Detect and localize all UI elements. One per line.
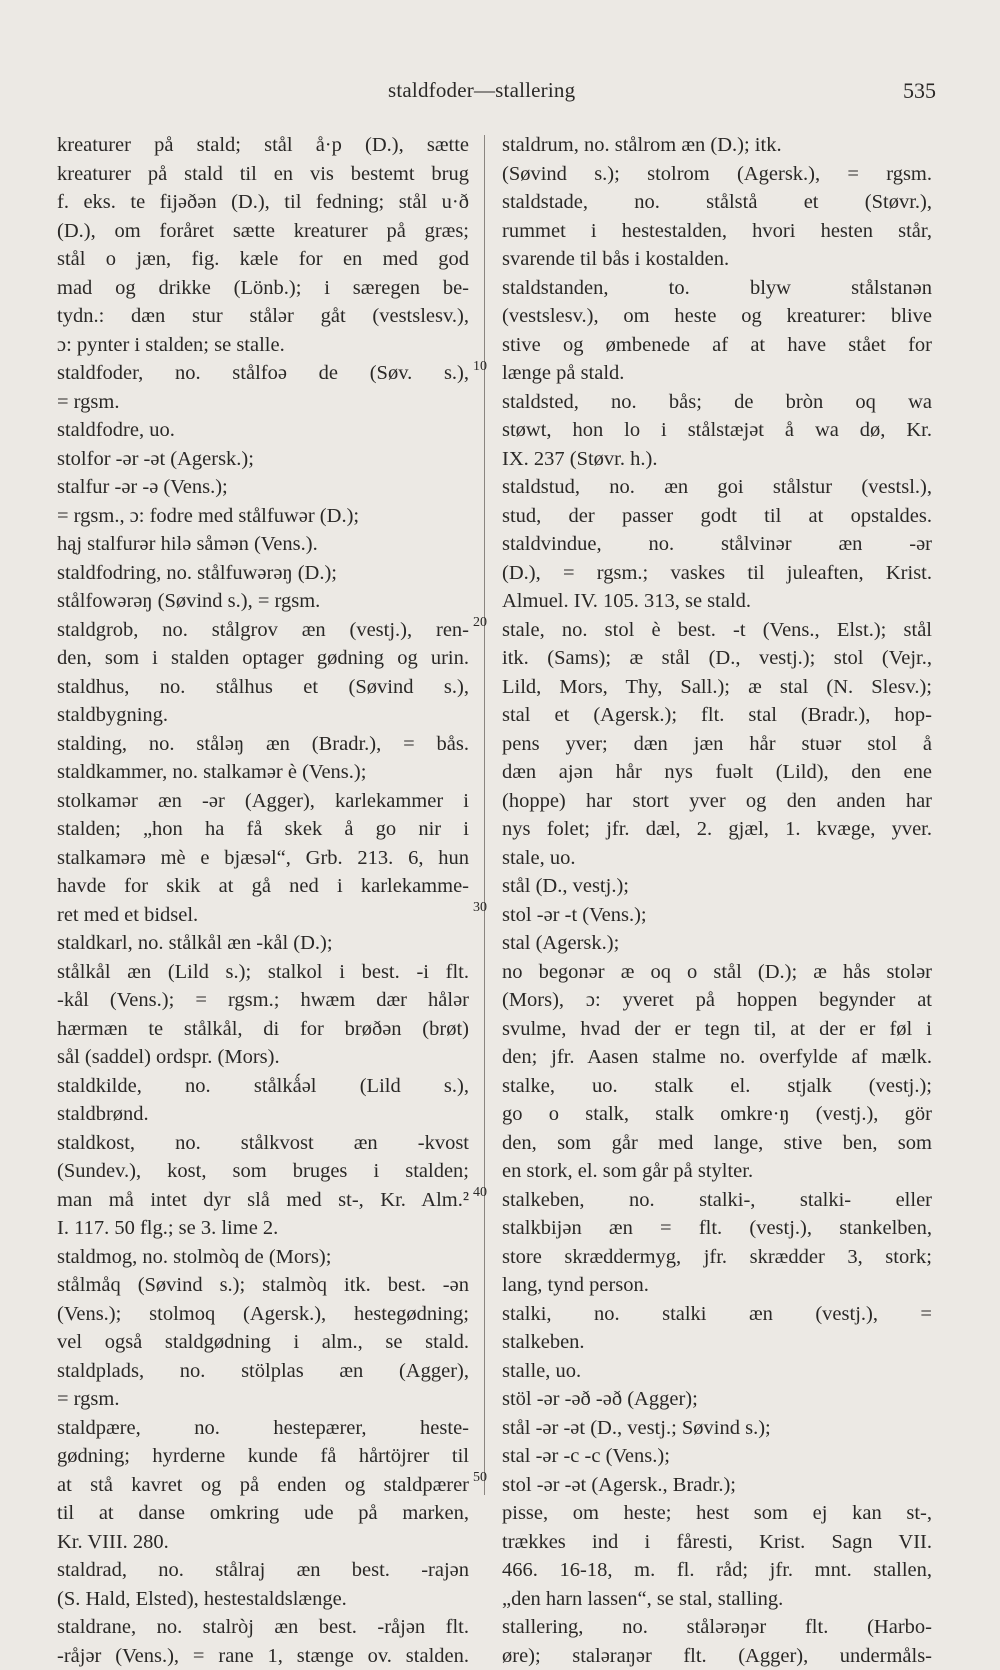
line-number-50: 50 bbox=[473, 1470, 487, 1486]
text-line: staldkarl, no. stålkål æn -kål (D.); bbox=[57, 929, 469, 958]
text-line: stalki, no. stalki æn (vestj.), = bbox=[502, 1300, 932, 1329]
text-line: ɔ: pynter i stalden; se stalle. bbox=[57, 331, 469, 360]
text-line: „den harn lassen“, se stal, stalling. bbox=[502, 1585, 932, 1614]
running-header bbox=[0, 78, 1000, 108]
text-line: = rgsm., ɔ: fodre med stålfuwər (D.); bbox=[57, 502, 469, 531]
text-line: staldmog, no. stolmòq de (Mors); bbox=[57, 1243, 469, 1272]
text-line: staldkammer, no. stalkamər è (Vens.); bbox=[57, 758, 469, 787]
text-line: stale, uo. bbox=[502, 844, 932, 873]
text-line: stol -ər -t (Vens.); bbox=[502, 901, 932, 930]
text-line: staldbygning. bbox=[57, 701, 469, 730]
text-line: 466. 16-18, m. fl. råd; jfr. mnt. stallen, bbox=[502, 1556, 932, 1585]
text-line: sål (saddel) ordspr. (Mors). bbox=[57, 1043, 469, 1072]
text-line: hąj stalfurər hilə såmən (Vens.). bbox=[57, 530, 469, 559]
text-line: -råjər (Vens.), = rane 1, stænge ov. stalden. bbox=[57, 1642, 469, 1670]
column-divider bbox=[484, 135, 485, 1495]
text-line: gødning; hyrderne kunde få hårtöjrer til bbox=[57, 1442, 469, 1471]
text-line: (vestslesv.), om heste og kreaturer: blive bbox=[502, 302, 932, 331]
text-line: længe på stald. bbox=[502, 359, 932, 388]
text-line: staldrad, no. stålraj æn best. -rajən bbox=[57, 1556, 469, 1585]
text-line: dæn ajən hår nys fuəlt (Lild), den ene bbox=[502, 758, 932, 787]
text-line: stallering, no. stålərəŋər flt. (Harbo- bbox=[502, 1613, 932, 1642]
text-line: svulme, hvad der er tegn til, at der er føl i bbox=[502, 1015, 932, 1044]
text-line: stalding, no. stålǝŋ æn (Bradr.), = bås. bbox=[57, 730, 469, 759]
text-line: (hoppe) har stort yver og den anden har bbox=[502, 787, 932, 816]
text-line: stalke, uo. stalk el. stjalk (vestj.); bbox=[502, 1072, 932, 1101]
text-line: den, som går med lange, stive ben, som bbox=[502, 1129, 932, 1158]
text-line: stolfor -ər -ət (Agersk.); bbox=[57, 445, 469, 474]
text-line: (S. Hald, Elsted), hestestaldslænge. bbox=[57, 1585, 469, 1614]
line-number-10: 10 bbox=[473, 359, 487, 375]
text-line: til at danse omkring ude på marken, bbox=[57, 1499, 469, 1528]
page-number: 535 bbox=[903, 78, 936, 104]
text-line: stalfur -ər -ə (Vens.); bbox=[57, 473, 469, 502]
text-line: den, som i stalden optager gødning og urin. bbox=[57, 644, 469, 673]
text-line: ret med et bidsel. bbox=[57, 901, 469, 930]
text-line: trækkes ind i fåresti, Krist. Sagn VII. bbox=[502, 1528, 932, 1557]
text-line: stalkeben, no. stalki-, stalki- eller bbox=[502, 1186, 932, 1215]
text-line: staldfodring, no. stålfuwərəŋ (D.); bbox=[57, 559, 469, 588]
text-line: kreaturer på stald til en vis bestemt brug bbox=[57, 160, 469, 189]
text-line: staldgrob, no. stålgrov æn (vestj.), ren- bbox=[57, 616, 469, 645]
text-line: staldfoder, no. stålfoə de (Søv. s.), bbox=[57, 359, 469, 388]
text-line: staldpære, no. hestepærer, heste- bbox=[57, 1414, 469, 1443]
text-line: staldhus, no. stålhus et (Søvind s.), bbox=[57, 673, 469, 702]
text-line: staldvindue, no. stålvinər æn -ər bbox=[502, 530, 932, 559]
text-line: stud, der passer godt til at opstaldes. bbox=[502, 502, 932, 531]
text-line: stol -ər -ət (Agersk., Bradr.); bbox=[502, 1471, 932, 1500]
text-line: at stå kavret og på enden og staldpærer bbox=[57, 1471, 469, 1500]
line-number-40: 40 bbox=[473, 1185, 487, 1201]
text-line: nys folet; jfr. dæl, 2. gjæl, 1. kvæge, yver. bbox=[502, 815, 932, 844]
line-number-20: 20 bbox=[473, 615, 487, 631]
text-line: no begonər æ oq o stål (D.); æ hås stolər bbox=[502, 958, 932, 987]
text-line: IX. 237 (Støvr. h.). bbox=[502, 445, 932, 474]
text-line: lang, tynd person. bbox=[502, 1271, 932, 1300]
text-line: = rgsm. bbox=[57, 1385, 469, 1414]
text-line: staldstade, no. stålstå et (Støvr.), bbox=[502, 188, 932, 217]
text-line: staldbrønd. bbox=[57, 1100, 469, 1129]
text-line: øre); staləraŋər flt. (Agger), undermåls- bbox=[502, 1642, 932, 1670]
text-line: stålfowərəŋ (Søvind s.), = rgsm. bbox=[57, 587, 469, 616]
text-line: staldstud, no. æn goi stålstur (vestsl.), bbox=[502, 473, 932, 502]
text-line: stål -ər -ət (D., vestj.; Søvind s.); bbox=[502, 1414, 932, 1443]
text-line: havde for skik at gå ned i karlekamme- bbox=[57, 872, 469, 901]
text-line: (Mors), ɔ: yveret på hoppen begynder at bbox=[502, 986, 932, 1015]
text-line: (Vens.); stolmoq (Agersk.), hestegødning; bbox=[57, 1300, 469, 1329]
text-line: hærmæn te stålkål, di for brøðən (brøt) bbox=[57, 1015, 469, 1044]
text-line: stalkeben. bbox=[502, 1328, 932, 1357]
text-line: kreaturer på stald; stål å·p (D.), sætte bbox=[57, 131, 469, 160]
text-line: staldrum, no. stålrom æn (D.); itk. bbox=[502, 131, 932, 160]
text-line: man må intet dyr slå med st-, Kr. Alm.² bbox=[57, 1186, 469, 1215]
text-line: støwt, hon lo i stålstæjət å wa dø, Kr. bbox=[502, 416, 932, 445]
text-line: rummet i hestestalden, hvori hesten står, bbox=[502, 217, 932, 246]
text-line: f. eks. te fijəðən (D.), til fedning; stål u·ð bbox=[57, 188, 469, 217]
text-line: stive og ømbenede af at have stået for bbox=[502, 331, 932, 360]
text-line: pisse, om heste; hest som ej kan st-, bbox=[502, 1499, 932, 1528]
text-line: store skræddermyg, jfr. skrædder 3, stork; bbox=[502, 1243, 932, 1272]
text-line: (Sundev.), kost, som bruges i stalden; bbox=[57, 1157, 469, 1186]
text-line: staldrane, no. stalròj æn best. -råjən flt. bbox=[57, 1613, 469, 1642]
text-line: tydn.: dæn stur stålər gåt (vestslesv.), bbox=[57, 302, 469, 331]
text-line: go o stalk, stalk omkre·ŋ (vestj.), gör bbox=[502, 1100, 932, 1129]
text-line: Kr. VIII. 280. bbox=[57, 1528, 469, 1557]
text-line: stalden; „hon ha få skek å go nir i bbox=[57, 815, 469, 844]
text-line: stalle, uo. bbox=[502, 1357, 932, 1386]
text-line: (D.), = rgsm.; vaskes til juleaften, Krist. bbox=[502, 559, 932, 588]
text-line: den; jfr. Aasen stalme no. overfylde af mælk. bbox=[502, 1043, 932, 1072]
line-number-30: 30 bbox=[473, 900, 487, 916]
text-line: stalkamərə mè e bjæsəl“, Grb. 213. 6, hun bbox=[57, 844, 469, 873]
text-line: (D.), om foråret sætte kreaturer på græs; bbox=[57, 217, 469, 246]
text-line: staldstanden, to. blyw stålstanən bbox=[502, 274, 932, 303]
text-line: Almuel. IV. 105. 313, se stald. bbox=[502, 587, 932, 616]
left-column bbox=[57, 131, 469, 1670]
text-line: stålkål æn (Lild s.); stalkol i best. -i flt. bbox=[57, 958, 469, 987]
running-title: staldfoder—stallering bbox=[388, 78, 575, 103]
text-line: staldkost, no. stålkvost æn -kvost bbox=[57, 1129, 469, 1158]
text-line: staldplads, no. stölplas æn (Agger), bbox=[57, 1357, 469, 1386]
text-line: staldsted, no. bås; de bròn oq wa bbox=[502, 388, 932, 417]
text-line: stal -ər -c -c (Vens.); bbox=[502, 1442, 932, 1471]
text-line: pens yver; dæn jæn hår stuər stol å bbox=[502, 730, 932, 759]
right-column bbox=[502, 131, 932, 1670]
text-line: = rgsm. bbox=[57, 388, 469, 417]
text-line: itk. (Sams); æ stål (D., vestj.); stol (Vejr., bbox=[502, 644, 932, 673]
text-line: -kål (Vens.); = rgsm.; hwæm dær hålər bbox=[57, 986, 469, 1015]
text-line: staldkilde, no. stålkǻəl (Lild s.), bbox=[57, 1072, 469, 1101]
text-line: I. 117. 50 flg.; se 3. lime 2. bbox=[57, 1214, 469, 1243]
text-line: stål (D., vestj.); bbox=[502, 872, 932, 901]
text-line: stålmåq (Søvind s.); stalmòq itk. best. -ən bbox=[57, 1271, 469, 1300]
text-line: mad og drikke (Lönb.); i særegen be- bbox=[57, 274, 469, 303]
text-line: stal et (Agersk.); flt. stal (Bradr.), hop- bbox=[502, 701, 932, 730]
text-line: stalkbijən æn = flt. (vestj.), stankelben, bbox=[502, 1214, 932, 1243]
text-line: vel også staldgødning i alm., se stald. bbox=[57, 1328, 469, 1357]
text-line: (Søvind s.); stolrom (Agersk.), = rgsm. bbox=[502, 160, 932, 189]
text-line: stal (Agersk.); bbox=[502, 929, 932, 958]
text-line: stöl -ər -əð -əð (Agger); bbox=[502, 1385, 932, 1414]
text-line: stål o jæn, fig. kæle for en med god bbox=[57, 245, 469, 274]
text-line: stale, no. stol è best. -t (Vens., Elst.); stål bbox=[502, 616, 932, 645]
text-line: en stork, el. som går på stylter. bbox=[502, 1157, 932, 1186]
text-line: staldfodre, uo. bbox=[57, 416, 469, 445]
text-line: Lild, Mors, Thy, Sall.); æ stal (N. Slesv.); bbox=[502, 673, 932, 702]
text-line: svarende til bås i kostalden. bbox=[502, 245, 932, 274]
text-line: stolkamər æn -ər (Agger), karlekammer i bbox=[57, 787, 469, 816]
